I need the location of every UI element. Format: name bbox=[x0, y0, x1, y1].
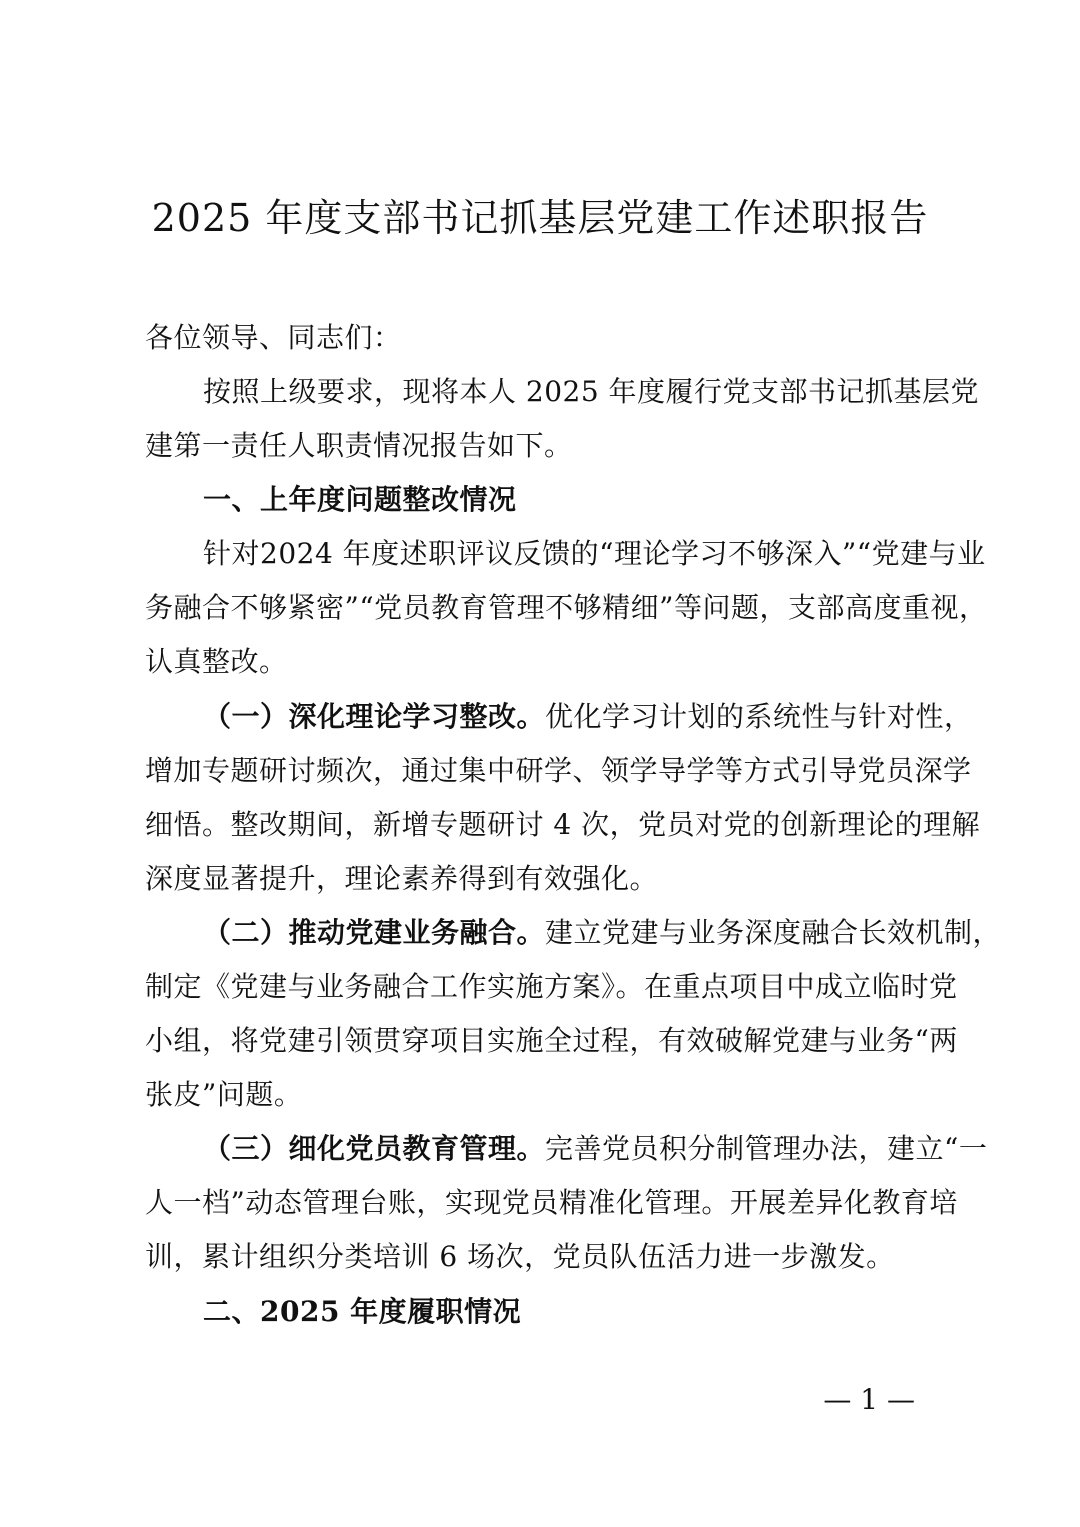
item-1-line-1 bbox=[203, 697, 973, 737]
section-2-heading: 二、2025 年度履职情况 bbox=[203, 1295, 522, 1328]
item-2-label: （二）推动党建业务融合。 bbox=[203, 916, 546, 949]
item-2-line-2: 制定《党建与业务融合工作实施方案》。在重点项目中成立临时党 bbox=[145, 970, 958, 1003]
item-1-text: 优化学习计划的系统性与针对性， bbox=[545, 700, 973, 733]
item-3-line-3: 训，累计组织分类培训 6 场次，党员队伍活力进一步激发。 bbox=[145, 1240, 895, 1273]
intro-line-2: 建第一责任人职责情况报告如下。 bbox=[145, 429, 573, 462]
item-1-line-3: 细悟。整改期间，新增专题研讨 4 次，党员对党的创新理论的理解 bbox=[145, 808, 981, 841]
section-1-line-1: 针对2024 年度述职评议反馈的“理论学习不够深入”“党建与业 bbox=[203, 537, 986, 570]
item-2-text: 建立党建与业务深度融合长效机制， bbox=[545, 916, 1002, 949]
item-2-line-3: 小组，将党建引领贯穿项目实施全过程，有效破解党建与业务“两 bbox=[145, 1024, 958, 1057]
item-2-line-1 bbox=[203, 913, 1002, 953]
intro-line-1: 按照上级要求，现将本人 2025 年度履行党支部书记抓基层党 bbox=[203, 375, 980, 408]
salutation: 各位领导、同志们： bbox=[145, 321, 402, 354]
item-1-label: （一）深化理论学习整改。 bbox=[203, 700, 546, 733]
section-1-line-2: 务融合不够紧密”“党员教育管理不够精细”等问题，支部高度重视， bbox=[145, 591, 988, 624]
document-title: 2025 年度支部书记抓基层党建工作述职报告 bbox=[151, 196, 929, 240]
item-1-line-2: 增加专题研讨频次，通过集中研学、领学导学等方式引导党员深学 bbox=[145, 754, 972, 787]
item-3-line-1 bbox=[203, 1129, 988, 1169]
section-1-line-3: 认真整改。 bbox=[145, 645, 288, 678]
item-3-text: 完善党员积分制管理办法，建立“一 bbox=[545, 1132, 988, 1165]
section-1-heading: 一、上年度问题整改情况 bbox=[203, 483, 517, 516]
item-3-label: （三）细化党员教育管理。 bbox=[203, 1132, 546, 1165]
item-3-line-2: 人一档”动态管理台账，实现党员精准化管理。开展差异化教育培 bbox=[145, 1186, 958, 1219]
item-2-line-4: 张皮”问题。 bbox=[145, 1078, 303, 1111]
item-1-line-4: 深度显著提升，理论素养得到有效强化。 bbox=[145, 862, 659, 895]
page-number: — 1 — bbox=[823, 1383, 915, 1416]
